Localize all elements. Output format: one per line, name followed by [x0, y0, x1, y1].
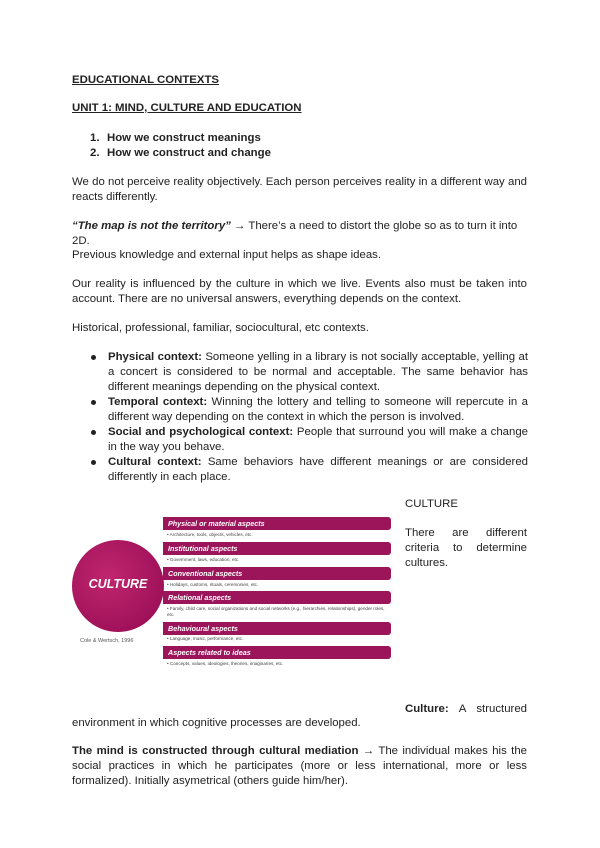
aspect-bar: Relational aspects [163, 591, 391, 604]
aspect-bar: Behavioural aspects [163, 622, 391, 635]
paragraph-perception: We do not perceive reality objectively. Each person perceives reality in a different way and reacts differently. [72, 176, 527, 203]
paragraph-knowledge: Previous knowledge and external input helps as shape ideas. [72, 249, 382, 261]
culture-diagram [72, 511, 392, 646]
paragraph-map: “The map is not the territory” → There’s a need to distort the globe so as to turn it into 2D. [72, 220, 518, 247]
unit-heading: UNIT 1: MIND, CULTURE AND EDUCATION [72, 102, 302, 114]
paragraph-contexts: Historical, professional, familiar, sociocultural, etc contexts. [72, 322, 369, 334]
paragraph-reality: Our reality is influenced by the culture in which we live. Events also must be taken into account. There are no universal answers, everything depends on the context. [72, 278, 527, 305]
aspect-detail: • Government, laws, education, etc. [167, 557, 391, 563]
culture-definition: Culture: A structured [405, 703, 527, 715]
aspect-detail: • Language, music, performance, etc. [167, 636, 391, 642]
aspect-bar: Physical or material aspects [163, 517, 391, 530]
bullet-icon [91, 460, 96, 465]
aspect-detail: • Concepts, values, ideologies, theories, imaginaries, etc. [167, 661, 391, 667]
culture-definition-continued: environment in which cognitive processes are developed. [72, 717, 361, 729]
figure-caption: Cole & Wertsch, 1996 [80, 638, 134, 644]
list-item: Cultural context: Same behaviors have different meanings or are considered differently in each place. [88, 455, 528, 485]
side-text: There are different criteria to determine cultures. [405, 527, 527, 569]
context-bullet-list [88, 350, 528, 485]
paragraph-mediation: The mind is constructed through cultural mediation → The individual makes his the social practices in which he participates (more or less international, more or less formalized). Initially asymetrical (others guide him/her). [72, 745, 527, 787]
list-item: Temporal context: Winning the lottery and telling to someone will repercute in a different way depending on the context in which the person is involved. [88, 395, 528, 425]
aspect-bar: Conventional aspects [163, 567, 391, 580]
list-item: Physical context: Someone yelling in a library is not socially acceptable, yelling at a concert is considered to be normal and acceptable. The same behavior has different meanings depending on the physical context. [88, 350, 528, 395]
list-item: 2. How we construct and change [90, 147, 271, 159]
bullet-icon [91, 355, 96, 360]
aspect-detail: • Holidays, customs, rituals, ceremonies, etc. [167, 582, 391, 588]
numbered-list [90, 131, 271, 161]
bullet-icon [91, 400, 96, 405]
aspect-detail: • Family, child care, social organizations and social networks (e.g., hierarchies, relationships), gender roles, etc. [167, 606, 391, 618]
aspect-bar: Aspects related to ideas [163, 646, 391, 659]
list-item: Social and psychological context: People that surround you will make a change in the way you behave. [88, 425, 528, 455]
list-item: 1. How we construct meanings [90, 132, 261, 144]
aspect-detail: • Architecture, tools, objects, vehicles, etc. [167, 532, 391, 538]
document-title: EDUCATIONAL CONTEXTS [72, 74, 220, 86]
side-heading: CULTURE [405, 498, 458, 510]
culture-circle: CULTURE [72, 540, 164, 632]
aspect-bar: Institutional aspects [163, 542, 391, 555]
bullet-icon [91, 430, 96, 435]
